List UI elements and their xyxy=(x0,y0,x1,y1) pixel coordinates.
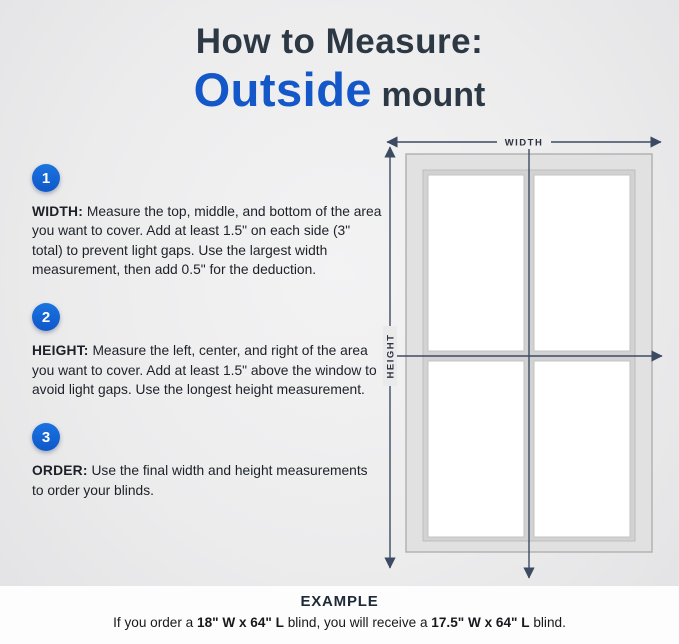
title-line-2 xyxy=(0,62,679,116)
step-3-badge: 3 xyxy=(32,423,60,451)
step-3-text xyxy=(32,461,382,500)
page-title xyxy=(0,24,679,114)
step-1 xyxy=(32,164,382,279)
step-2-text xyxy=(32,341,382,399)
step-3 xyxy=(32,423,382,500)
title-mount: mount xyxy=(372,75,486,114)
example-receive-size: 17.5" W x 64" L xyxy=(431,615,530,630)
window-pane-top-left xyxy=(428,175,524,351)
example-footer xyxy=(0,586,679,644)
title-highlight: Outside xyxy=(193,62,373,116)
window-pane-bottom-left xyxy=(428,361,524,537)
step-1-label: WIDTH: xyxy=(32,204,84,219)
width-label: WIDTH xyxy=(504,137,544,149)
example-text xyxy=(0,615,679,630)
window-pane-top-right xyxy=(534,175,630,351)
window-diagram xyxy=(378,130,670,590)
step-1-text xyxy=(32,202,382,279)
example-order-size: 18" W x 64" L xyxy=(197,615,284,630)
example-prefix: If you order a xyxy=(113,615,198,630)
step-3-label: ORDER: xyxy=(32,463,88,479)
step-1-badge: 1 xyxy=(32,164,60,192)
step-2-label: HEIGHT: xyxy=(32,343,89,359)
example-suffix: blind. xyxy=(529,615,566,630)
step-2-body: Measure the left, center, and right of the area you want to cover. Add at least 1.5" above the window to avoid light gaps. Use the longest height measurement. xyxy=(32,343,377,397)
step-2-badge: 2 xyxy=(32,303,60,331)
step-2 xyxy=(32,303,382,399)
example-heading: EXAMPLE xyxy=(300,593,379,610)
height-label: HEIGHT xyxy=(385,333,397,379)
step-1-body: Measure the top, middle, and bottom of the area you want to cover. Add at least 1.5" on each side (3" total) to prevent light gaps. Use the largest width measurement, then add 0.5" for the deduction. xyxy=(32,204,382,277)
window-pane-bottom-right xyxy=(534,361,630,537)
example-middle: blind, you will receive a xyxy=(283,615,432,630)
steps-column xyxy=(32,164,382,524)
step-3-body: Use the final width and height measurements to order your blinds. xyxy=(32,463,368,498)
title-line-1: How to Measure: xyxy=(195,22,484,61)
